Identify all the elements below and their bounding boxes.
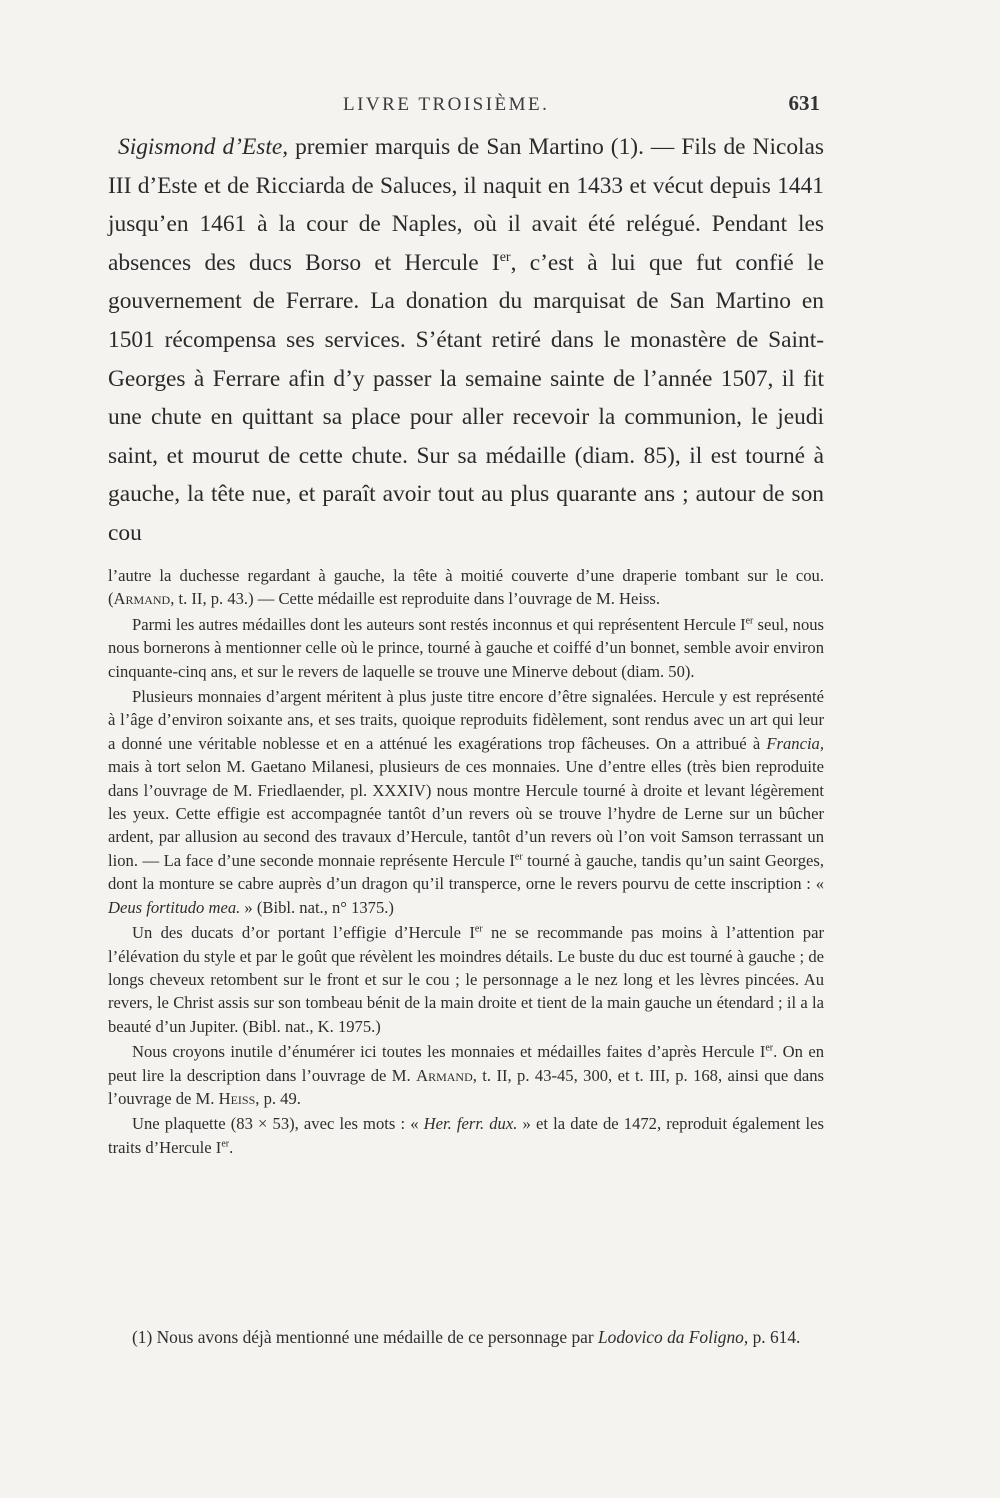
running-head xyxy=(108,84,820,116)
note-paragraph: l’autre la duchesse regardant à gauche, la tête à moitié couverte d’une draperie tombant sur le cou. (Armand, t. II, p. 43.) — Cette médaille est reproduite dans l’ouvrage de M. Heiss. xyxy=(108,566,824,609)
footnote xyxy=(108,1324,824,1350)
note-paragraph: Plusieurs monnaies d’argent méritent à plus juste titre encore d’être signalées. Hercule y est représenté à l’âge d’environ soixante ans, et ses traits, quoique reproduits fidèlement, sont rendus avec un art qui leur a donné une véritable noblesse et en a atténué les exagérations trop fâcheuses. On a attribué à Francia, mais à tort selon M. Gaetano Milanesi, plusieurs de ces monnaies. Une d’entre elles (très bien reproduite dans l’ouvrage de M. Friedlaender, pl. XXXIV) nous montre Hercule tourné à droite et levant légèrement les yeux. Cette effigie est accompagnée tantôt d’un revers où se trouve l’hydre de Lerne sur un bûcher ardent, par allusion au second des travaux d’Hercule, tantôt d’un revers où l’on voit Samson terrassant un lion. — La face d’une seconde monnaie représente Hercule Ier tourné à gauche, tandis qu’un saint Georges, dont la monture se cabre auprès d’un dragon qu’il transperce, orne le revers pourvu de cette inscription : « Deus fortitudo mea. » (Bibl. nat., n° 1375.) xyxy=(108,687,825,917)
main-text xyxy=(108,128,824,553)
note-paragraph: Nous croyons inutile d’énumérer ici toutes les monnaies et médailles faites d’après Hercule Ier. On en peut lire la description dans l’ouvrage de M. Armand, t. II, p. 43-45, 300, et t. III, p. 168, ainsi que dans l’ouvrage de M. Heiss, p. 49. xyxy=(108,1042,825,1108)
note-paragraph: Un des ducats d’or portant l’effigie d’Hercule Ier ne se recommande pas moins à l’attention par l’élévation du style et par le goût que révèlent les moindres détails. Le buste du duc est tourné à gauche ; de longs cheveux retombent sur le front et sur le cou ; le personnage a le nez long et les lèvres pincées. Au revers, le Christ assis sur son tombeau bénit de la main droite et tient de la main gauche un étendard ; il a la beauté d’un Jupiter. (Bibl. nat., K. 1975.) xyxy=(108,923,824,1036)
main-paragraph: Sigismond d’Este, premier marquis de San Martino (1). — Fils de Nicolas III d’Este et de Ricciarda de Saluces, il naquit en 1433 et vécut depuis 1441 jusqu’en 1461 à la cour de Naples, où il avait été relégué. Pendant les absences des ducs Borso et Hercule Ier, c’est à lui que fut confié le gouvernement de Ferrare. La donation du marquisat de San Martino en 1501 récompensa ses services. S’étant retiré dans le monastère de Saint-Georges à Ferrare afin d’y passer la semaine sainte de l’année 1507, il fit une chute en quittant sa place pour aller recevoir la communion, le jeudi saint, et mourut de cette chute. Sur sa médaille (diam. 85), il est tourné à gauche, la tête nue, et paraît avoir tout au plus quarante ans ; autour de son cou xyxy=(108,134,825,546)
note-paragraph: Parmi les autres médailles dont les auteurs sont restés inconnus et qui représentent Hercule Ier seul, nous nous bornerons à mentionner celle où le prince, tourné à gauche et coiffé d’un bonnet, semble avoir environ cinquante-cinq ans, et sur le revers de laquelle se trouve une Minerve debout (diam. 50). xyxy=(108,614,824,681)
note-paragraph: Une plaquette (83 × 53), avec les mots : « Her. ferr. dux. » et la date de 1472, reproduit également les traits d’Hercule Ier. xyxy=(108,1114,824,1157)
footnote-text: (1) Nous avons déjà mentionné une médaille de ce personnage par Lodovico da Foligno, p. 614. xyxy=(132,1327,801,1347)
running-title: LIVRE TROISIÈME. xyxy=(343,94,550,115)
person-name: Sigismond d’Este, xyxy=(118,134,289,160)
page-number: 631 xyxy=(788,91,820,115)
notes-block xyxy=(108,564,824,1159)
